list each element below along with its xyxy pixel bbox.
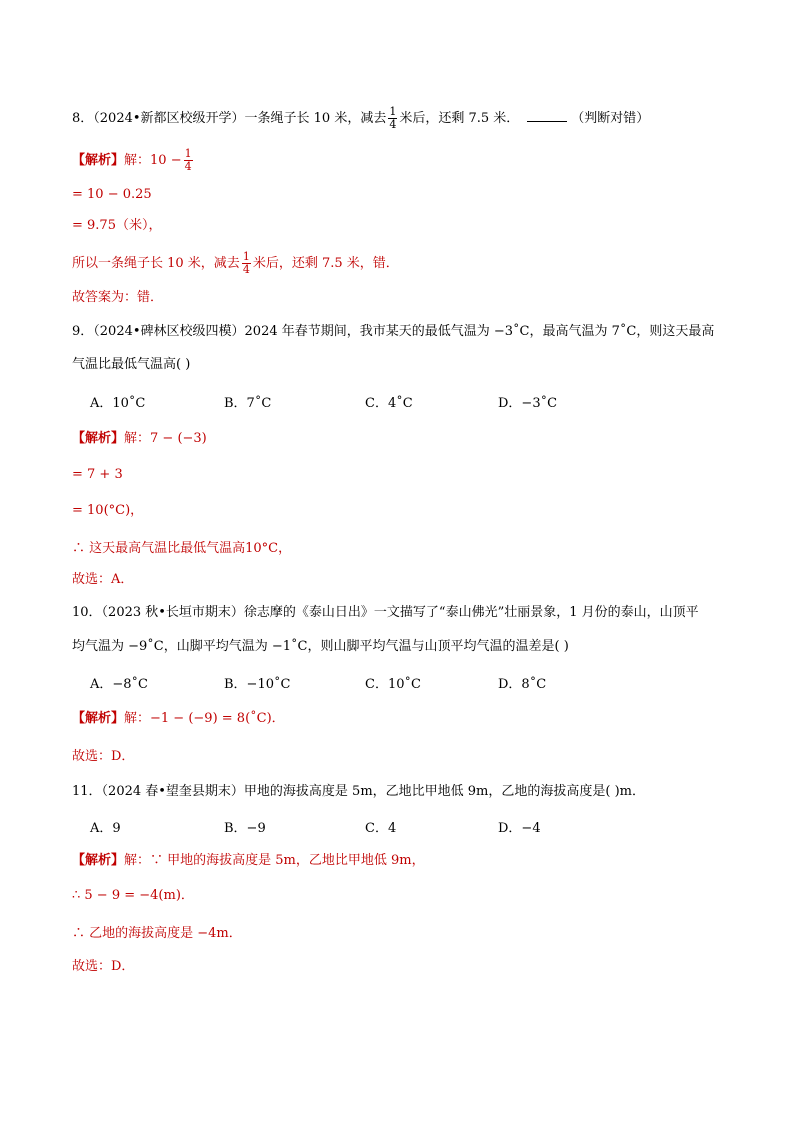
q8-conclusion: [72, 251, 399, 276]
option-a[interactable]: A．−8˚C: [90, 677, 148, 692]
q9-analysis: [72, 430, 207, 448]
q9-step-2: = 10(°C)，: [72, 503, 144, 518]
q8-stem-text-c: （判断对错）: [571, 111, 650, 126]
fraction-one-quarter: [388, 106, 397, 131]
q8-conclusion-text-a: 所以一条绳子长 10 米，减去: [72, 256, 240, 271]
option-c[interactable]: C．4: [365, 821, 397, 836]
option-c[interactable]: C．10˚C: [365, 677, 421, 692]
question-10-stem-line-1: 10．（2023 秋•长垣市期末）徐志摩的《泰山日出》一文描写了“泰山佛光”壮丽景象，1 月份的泰山，山顶平: [72, 605, 699, 620]
analysis-tag: 【解析】: [72, 431, 125, 446]
question-10-stem-line-2: 均气温为 −9˚C，山脚平均气温为 −1˚C，则山脚平均气温与山顶平均气温的温差是( ): [72, 639, 569, 654]
analysis-tag: 【解析】: [72, 711, 125, 726]
q8-analysis: [72, 148, 195, 173]
q8-stem-text-b: 米后，还剩 7.5 米．: [399, 111, 520, 126]
q8-step-1: = 10 − 0.25: [72, 187, 152, 202]
q11-answer: 故选：D．: [72, 959, 135, 974]
q8-step-2: = 9.75（米），: [72, 218, 162, 233]
option-d[interactable]: D．−4: [498, 821, 541, 836]
q10-answer: 故选：D．: [72, 749, 135, 764]
fraction-one-quarter: [184, 148, 193, 173]
option-d[interactable]: D．8˚C: [498, 677, 547, 692]
q8-stem-text-a: 8．（2024•新都区校级开学）一条绳子长 10 米，减去: [72, 111, 387, 126]
option-a[interactable]: A．9: [90, 821, 121, 836]
q10-analysis-text: 解：−1 − (−9) = 8(˚C)．: [124, 711, 285, 726]
option-b[interactable]: B．−10˚C: [224, 677, 291, 692]
q9-step-1: = 7 + 3: [72, 467, 123, 482]
q9-step-3: ∴ 这天最高气温比最低气温高10°C，: [72, 541, 292, 556]
q11-step-2: ∴ 乙地的海拔高度是 −4m．: [72, 926, 242, 941]
question-8-stem: [72, 106, 649, 131]
option-b[interactable]: B．−9: [224, 821, 266, 836]
q9-answer: 故选：A．: [72, 572, 134, 587]
fraction-denominator: 4: [389, 118, 397, 131]
fraction-numerator: 1: [184, 147, 192, 160]
fraction-one-quarter: [242, 251, 251, 276]
q8-conclusion-text-b: 米后，还剩 7.5 米，错．: [252, 256, 399, 271]
option-b[interactable]: B．7˚C: [224, 396, 272, 411]
fraction-numerator: 1: [389, 105, 397, 118]
analysis-tag: 【解析】: [72, 153, 125, 168]
q8-analysis-text: 解：10 −: [124, 153, 182, 168]
q11-step-1: ∴ 5 − 9 = −4(m)．: [72, 888, 194, 903]
question-9-stem-line-2: 气温比最低气温高( ): [72, 357, 191, 372]
option-a[interactable]: A．10˚C: [90, 396, 146, 411]
q11-analysis: [72, 852, 425, 870]
q11-analysis-text: 解：∵ 甲地的海拔高度是 5m，乙地比甲地低 9m，: [124, 853, 425, 868]
option-d[interactable]: D．−3˚C: [498, 396, 558, 411]
fraction-denominator: 4: [184, 160, 192, 173]
fraction-denominator: 4: [242, 263, 250, 276]
q8-answer: 故答案为：错．: [72, 290, 164, 305]
question-9-stem-line-1: 9．（2024•碑林区校级四模）2024 年春节期间，我市某天的最低气温为 −3˚C，最高气温为 7˚C，则这天最高: [72, 324, 715, 339]
fraction-numerator: 1: [242, 250, 250, 263]
analysis-tag: 【解析】: [72, 853, 125, 868]
option-c[interactable]: C．4˚C: [365, 396, 413, 411]
q9-analysis-text: 解：7 − (−3): [124, 431, 207, 446]
q10-analysis: [72, 710, 285, 728]
answer-blank[interactable]: [527, 109, 567, 122]
question-11-stem: 11．（2024 春•望奎县期末）甲地的海拔高度是 5m，乙地比甲地低 9m，乙地的海拔高度是( )m．: [72, 784, 645, 799]
